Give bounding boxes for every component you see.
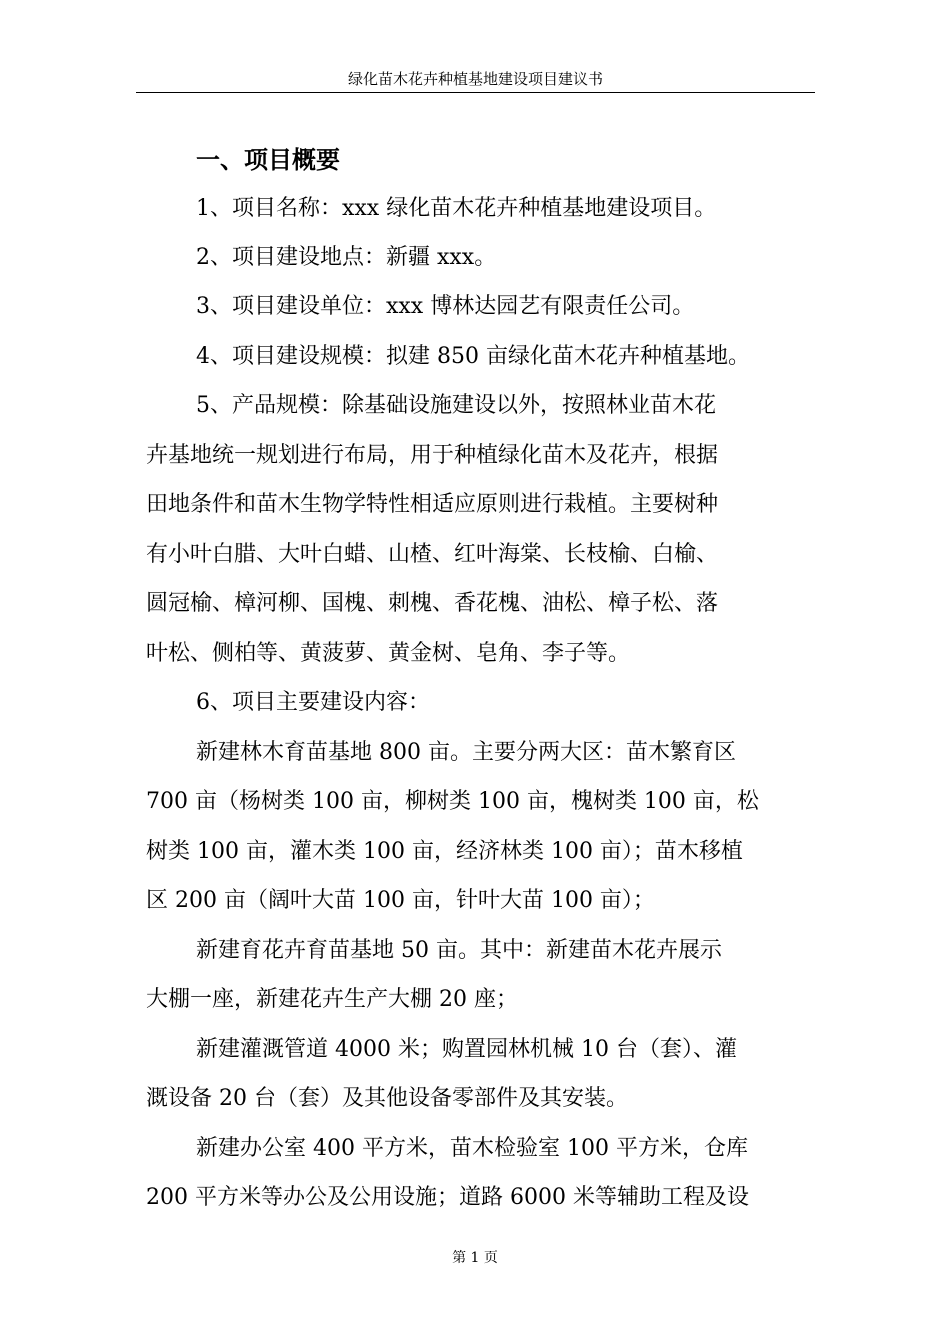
paragraph-line: 新建灌溉管道 4000 米；购置园林机械 10 台（套）、灌 — [196, 1037, 737, 1062]
paragraph-line: 4、项目建设规模：拟建 850 亩绿化苗木花卉种植基地。 — [196, 344, 750, 369]
paragraph-line: 区 200 亩（阔叶大苗 100 亩，针叶大苗 100 亩）； — [146, 888, 655, 913]
paragraph-line: 叶松、侧柏等、黄菠萝、黄金树、皂角、李子等。 — [146, 641, 631, 666]
section-heading: 一、项目概要 — [196, 146, 340, 174]
paragraph-line: 5、产品规模：除基础设施建设以外，按照林业苗木花 — [196, 393, 716, 418]
paragraph-line: 6、项目主要建设内容： — [196, 690, 430, 715]
paragraph-line: 卉基地统一规划进行布局，用于种植绿化苗木及花卉，根据 — [146, 443, 719, 468]
header-divider — [136, 92, 815, 93]
paragraph-line: 圆冠榆、樟河柳、国槐、刺槐、香花槐、油松、樟子松、落 — [146, 591, 719, 616]
paragraph-line: 大棚一座，新建花卉生产大棚 20 座； — [146, 987, 518, 1012]
paragraph-line: 3、项目建设单位：xxx 博林达园艺有限责任公司。 — [196, 294, 695, 319]
page-header-title: 绿化苗木花卉种植基地建设项目建议书 — [347, 70, 603, 88]
paragraph-line: 新建林木育苗基地 800 亩。主要分两大区：苗木繁育区 — [196, 740, 736, 765]
paragraph-line: 2、项目建设地点：新疆 xxx。 — [196, 245, 497, 270]
paragraph-line: 有小叶白腊、大叶白蜡、山楂、红叶海棠、长枝榆、白榆、 — [146, 542, 719, 567]
paragraph-line: 树类 100 亩，灌木类 100 亩，经济林类 100 亩）；苗木移植 — [146, 839, 743, 864]
paragraph-line: 新建育花卉育苗基地 50 亩。其中：新建苗木花卉展示 — [196, 938, 722, 963]
paragraph-line: 200 平方米等办公及公用设施；道路 6000 米等辅助工程及设 — [146, 1185, 749, 1210]
page-number: 第 1 页 — [452, 1250, 498, 1266]
paragraph-line: 700 亩（杨树类 100 亩，柳树类 100 亩，槐树类 100 亩，松 — [146, 789, 759, 814]
paragraph-line: 1、项目名称：xxx 绿化苗木花卉种植基地建设项目。 — [196, 196, 717, 221]
paragraph-line: 溉设备 20 台（套）及其他设备零部件及其安装。 — [146, 1086, 628, 1111]
paragraph-line: 田地条件和苗木生物学特性相适应原则进行栽植。主要树种 — [146, 492, 719, 517]
paragraph-line: 新建办公室 400 平方米，苗木检验室 100 平方米，仓库 — [196, 1136, 748, 1161]
